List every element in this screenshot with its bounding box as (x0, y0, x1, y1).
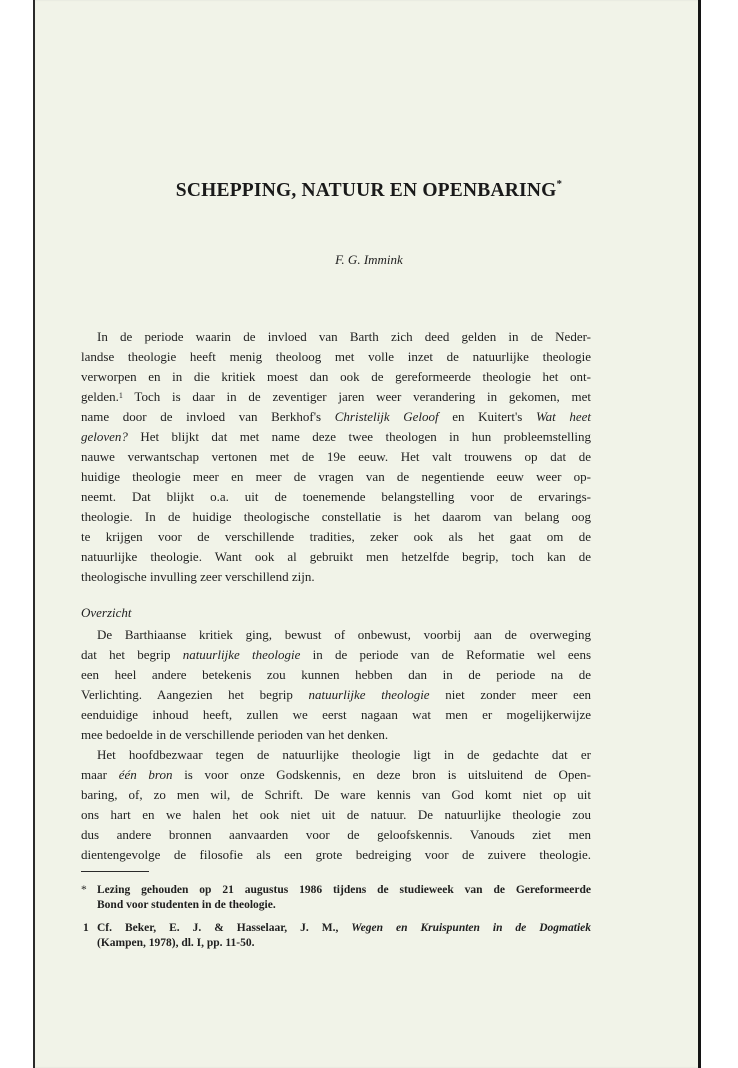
footnote-one-cont: (Kampen, 1978), dl. I, pp. 11-50. (97, 937, 255, 949)
footnote-marker-one: 1 (83, 922, 89, 934)
body-line: dientengevolge de filosofie als een grote bedreiging voor de zuivere theologie. (81, 847, 591, 862)
body-line: verworpen en in die kritiek moest dan ook de gereformeerde theologie het ont- (81, 369, 591, 384)
body-line: dat het begrip natuurlijke theologie in de periode van de Reformatie wel eens (81, 647, 592, 662)
footnote-marker-star: * (81, 884, 87, 896)
footnote-ref: 1 (118, 391, 123, 400)
body-line: gelden.$^1$ Toch is daar in de zeventiger jaren weer verandering in gekomen, met (81, 389, 591, 404)
footnote-divider (81, 871, 149, 872)
body-line: ons hart en we halen het ook niet uit de natuur. De natuurlijke theologie zou (81, 807, 591, 822)
body-line: eenduidige inhoud heeft, zullen we eerst nagaan wat men er mogelijkerwijze (81, 707, 591, 722)
body-line: geloven? Het blijkt dat met name deze twee theologen in hun probleemstelling (81, 429, 591, 444)
body-line: huidige theologie meer en meer de vragen van de negentiende eeuw weer op- (81, 469, 591, 484)
footnote-star-cont: Bond voor studenten in de theologie. (97, 899, 276, 911)
body-line: In de periode waarin de invloed van Barth zich deed gelden in de Neder- (97, 329, 591, 344)
body-line: te krijgen voor de verschillende tradities, zeker ook als het gaat om de (81, 529, 591, 544)
section-heading: Overzicht (81, 605, 132, 620)
body-line: Het hoofdbezwaar tegen de natuurlijke theologie ligt in de gedachte dat er (97, 747, 591, 762)
body-line: maar één bron is voor onze Godskennis, en deze bron is uitsluitend de Open- (81, 767, 592, 782)
body-line: landse theologie heeft menig theoloog met volle inzet de natuurlijke theologie (81, 349, 591, 364)
body-line: De Barthiaanse kritiek ging, bewust of onbewust, voorbij aan de overweging (97, 627, 591, 642)
footnote-one: Cf. Beker, E. J. & Hasselaar, J. M., Wegen en Kruispunten in de Dogmatiek (97, 922, 591, 934)
body-line: Verlichting. Aangezien het begrip natuurlijke theologie niet zonder meer een (81, 687, 591, 702)
body-line: mee bedoelde in de verschillende perioden van het denken. (81, 727, 389, 742)
page-edge-left (33, 0, 35, 1068)
article-title (0, 180, 738, 202)
body-line: natuurlijke theologie. Want ook al gebruikt men hetzelfde begrip, toch kan de (81, 549, 591, 564)
body-line: theologische invulling zeer verschillend zijn. (81, 569, 315, 584)
author: F. G. Immink (335, 252, 403, 267)
footnote-star: Lezing gehouden op 21 augustus 1986 tijdens de studieweek van de Gereformeerde (97, 884, 591, 896)
title-text: SCHEPPING, NATUUR EN OPENBARING (175, 180, 557, 201)
body-line: name door de invloed van Berkhof's Christelijk Geloof en Kuitert's Wat heet (81, 409, 592, 424)
body-line: neemt. Dat blijkt o.a. uit de toenemende belangstelling voor de ervarings- (81, 489, 591, 504)
body-line: baring, of, zo men wil, de Schrift. De ware kennis van God komt niet op uit (81, 787, 591, 802)
title-footnote-marker: * (556, 178, 563, 190)
page-edge-right (698, 0, 701, 1068)
body-line: nauwe verwantschap vertonen met de 19e eeuw. Het valt trouwens op dat de (81, 449, 591, 464)
body-line: theologie. In de huidige theologische constellatie is het daarom van belang oog (81, 509, 591, 524)
body-line: dus andere bronnen aanvaarden voor de geloofskennis. Vanouds ziet men (81, 827, 591, 842)
body-line: een heel andere betekenis zou kunnen hebben dan in de periode na de (81, 667, 591, 682)
